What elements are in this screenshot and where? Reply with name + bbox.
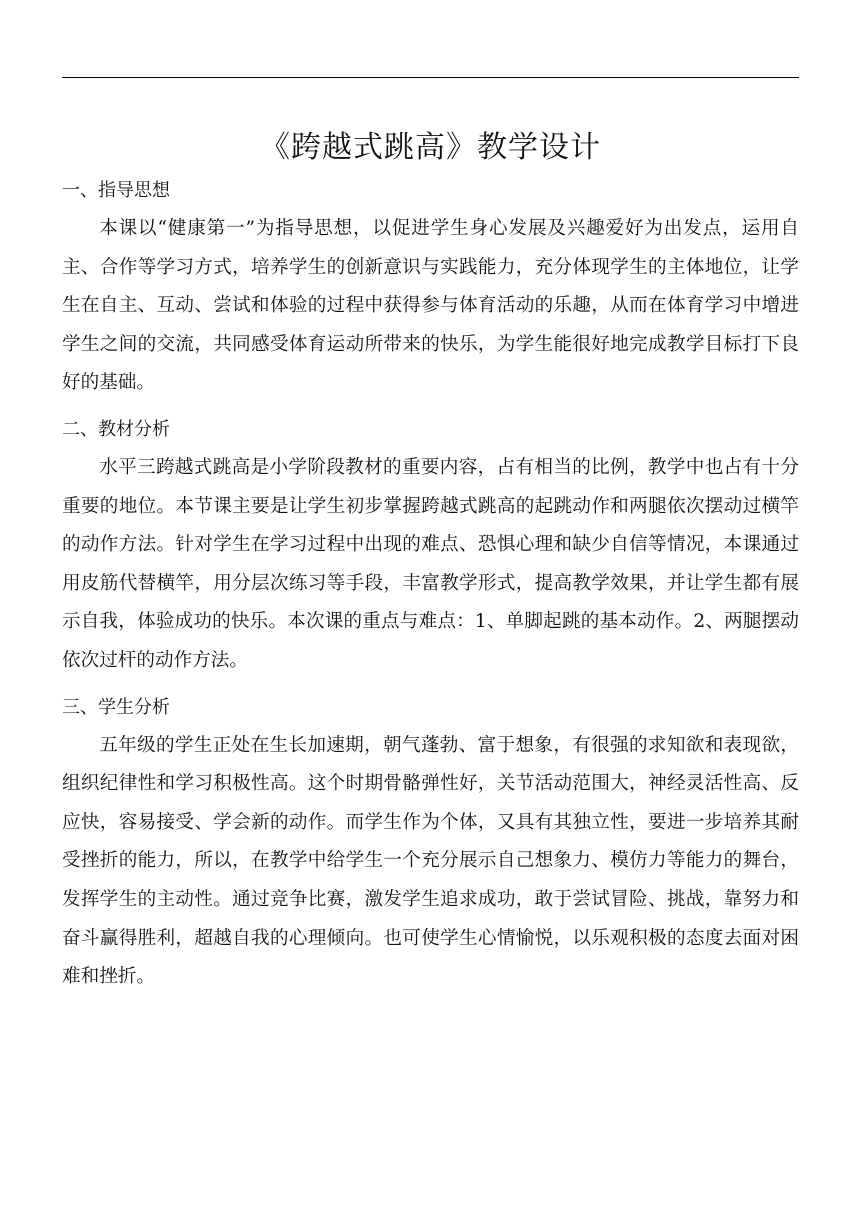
section-guiding-ideology bbox=[62, 172, 799, 403]
document-body bbox=[62, 172, 799, 1005]
section-heading: 一、指导思想 bbox=[62, 180, 170, 201]
section-material-analysis bbox=[62, 411, 799, 681]
section-paragraph: 水平三跨越式跳高是小学阶段教材的重要内容，占有相当的比例，教学中也占有十分重要的地位。本节课主要是让学生初步掌握跨越式跳高的起跳动作和两腿依次摆动过横竿的动作方法。针对学生在学习过程中出现的难点、恐惧心理和缺少自信等情况，本课通过用皮筋代替横竿，用分层次练习等手段，丰富教学形式，提高教学效果，并让学生都有展示自我，体验成功的快乐。本次课的重点与难点：1、单脚起跳的基本动作。2、两腿摆动依次过杆的动作方法。 bbox=[62, 456, 799, 671]
section-heading: 三、学生分析 bbox=[62, 696, 170, 718]
section-student-analysis bbox=[62, 689, 799, 997]
document-title: 《跨越式跳高》教学设计 bbox=[260, 130, 601, 165]
section-heading: 二、教材分析 bbox=[62, 418, 170, 440]
section-paragraph: 本课以“健康第一”为指导思想，以促进学生身心发展及兴趣爱好为出发点，运用自主、合作等学习方式，培养学生的创新意识与实践能力，充分体现学生的主体地位，让学生在自主、互动、尝试和体验的过程中获得参与体育活动的乐趣，从而在体育学习中增进学生之间的交流，共同感受体育运动所带来的快乐，为学生能很好地完成教学目标打下良好的基础。 bbox=[62, 218, 799, 394]
section-paragraph: 五年级的学生正处在生长加速期，朝气蓬勃、富于想象，有很强的求知欲和表现欲，组织纪律性和学习积极性高。这个时期骨骼弹性好，关节活动范围大，神经灵活性高、反应快，容易接受、学会新的动作。而学生作为个体，又具有其独立性，要进一步培养其耐受挫折的能力，所以，在教学中给学生一个充分展示自己想象力、模仿力等能力的舞台，发挥学生的主动性。通过竞争比赛，激发学生追求成功，敢于尝试冒险、挑战，靠努力和奋斗赢得胜利，超越自我的心理倾向。也可使学生心情愉悦，以乐观积极的态度去面对困难和挫折。 bbox=[62, 734, 799, 988]
header-rule bbox=[62, 77, 799, 78]
